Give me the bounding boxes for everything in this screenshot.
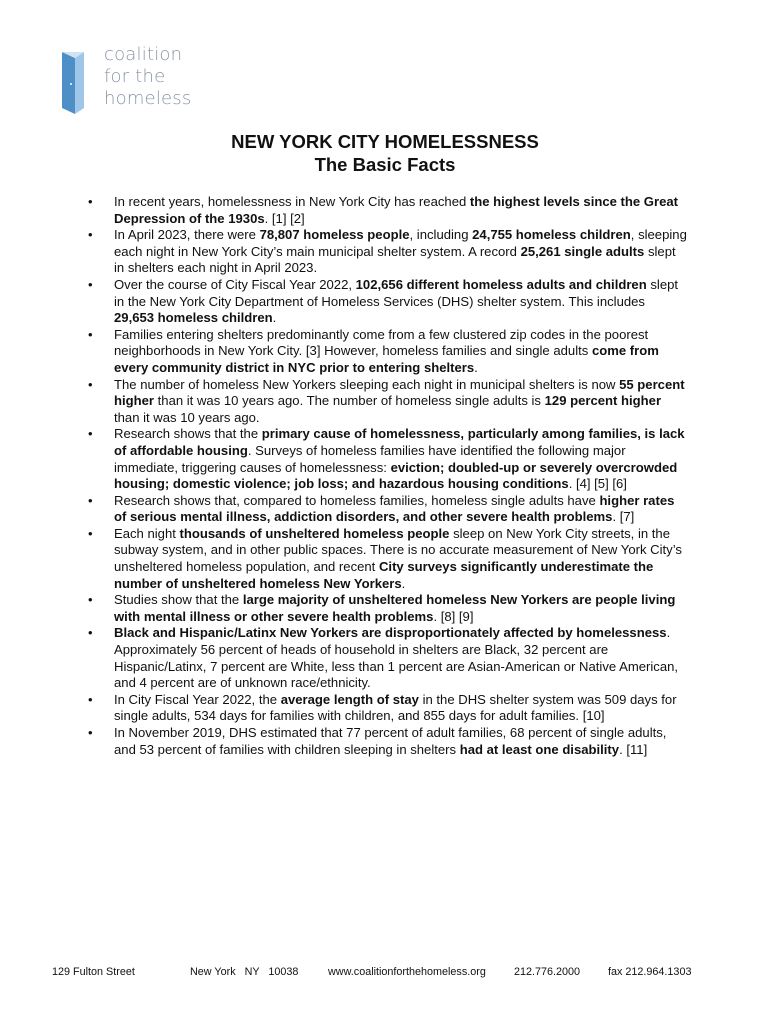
- fact-item: [82, 426, 687, 492]
- fact-text: Over the course of City Fiscal Year 2022,: [114, 276, 356, 292]
- footer-street: 129 Fulton Street: [52, 966, 135, 978]
- fact-emphasis: City surveys significantly underestimate the number of unsheltered homeless New Yorkers: [114, 559, 654, 591]
- fact-text: Studies show that the: [114, 592, 243, 608]
- fact-emphasis: 24,755 homeless children: [472, 227, 631, 243]
- fact-text: .: [401, 575, 406, 591]
- fact-text: In City Fiscal Year 2022, the: [114, 691, 281, 707]
- fact-emphasis: 29,653 homeless children: [114, 310, 273, 326]
- fact-emphasis: had at least one disability: [459, 741, 620, 757]
- fact-emphasis: 55 percent higher: [114, 376, 685, 409]
- fact-text: Each night: [114, 525, 180, 541]
- title-line-1: NEW YORK CITY HOMELESSNESS: [231, 131, 539, 152]
- fact-item: [82, 377, 687, 427]
- fact-emphasis: thousands of unsheltered homeless people: [179, 525, 450, 541]
- fact-text: In April 2023, there were: [114, 227, 260, 243]
- fact-text: Research shows that, compared to homeless families, homeless single adults have: [114, 492, 600, 508]
- fact-emphasis: primary cause of homelessness, particularly among families, is lack of affordable housing: [114, 426, 685, 458]
- fact-text: than it was 10 years ago. The number of homeless single adults is: [154, 393, 545, 409]
- fact-item: [82, 493, 687, 526]
- fact-item: [82, 227, 687, 277]
- fact-emphasis: 78,807 homeless people: [259, 227, 410, 243]
- fact-emphasis: Black and Hispanic/Latinx New Yorkers are disproportionately affected by homelessness: [114, 625, 667, 641]
- footer-city: New York NY 10038: [190, 966, 299, 978]
- fact-text: . [11]: [619, 741, 648, 757]
- fact-text: slept in shelters each night in April 2023.: [114, 243, 676, 276]
- fact-item: [82, 692, 687, 725]
- fact-item: [82, 526, 687, 592]
- fact-item: [82, 327, 687, 377]
- logo-line: coalition: [104, 44, 183, 65]
- fact-item: [82, 277, 687, 327]
- fact-emphasis: come from every community district in NYC prior to entering shelters: [114, 343, 659, 375]
- fact-text: . [4] [5] [6]: [568, 476, 627, 492]
- fact-text: .: [272, 310, 277, 326]
- logo-wordmark: [104, 44, 191, 110]
- footer-phone: 212.776.2000: [514, 966, 581, 978]
- facts-list: [82, 194, 687, 758]
- fact-emphasis: 129 percent higher: [544, 393, 662, 409]
- fact-text: sleep on New York City streets, in the subway system, and in other public spaces. There is no accurate measurement of New York City’s unsheltered homeless population, and recent: [114, 525, 682, 575]
- fact-emphasis: large majority of unsheltered homeless New Yorkers are people living with mental illness or other severe health problems: [114, 592, 676, 624]
- fact-text: slept in the New York City Department of Homeless Services (DHS) shelter system. This includes: [114, 276, 679, 309]
- fact-text: . [8] [9]: [433, 608, 474, 624]
- fact-emphasis: the highest levels since the Great Depression of the 1930s: [114, 194, 679, 226]
- page-title: [0, 130, 770, 176]
- fact-text: In recent years, homelessness in New York City has reached: [114, 194, 470, 209]
- fact-text: . [1] [2]: [264, 210, 305, 226]
- footer-fax: fax 212.964.1303: [608, 966, 692, 978]
- fact-text: Research shows that the: [114, 426, 262, 442]
- fact-text: .: [474, 359, 478, 375]
- fact-text: . [7]: [612, 509, 635, 525]
- fact-item: [82, 592, 687, 625]
- fact-text: , including: [409, 227, 473, 243]
- fact-emphasis: 25,261 single adults: [520, 243, 645, 259]
- fact-text: . Surveys of homeless families have identified the following major immediate, triggering causes of homelessness:: [114, 442, 626, 475]
- fact-emphasis: 102,656 different homeless adults and children: [355, 276, 647, 292]
- fact-text: than it was 10 years ago.: [114, 409, 260, 425]
- logo-line: homeless: [104, 88, 192, 109]
- fact-emphasis: higher rates of serious mental illness, addiction disorders, and other severe health problems: [114, 492, 675, 525]
- title-line-2: The Basic Facts: [314, 154, 456, 175]
- fact-text: in the DHS shelter system was 509 days for single adults, 534 days for families with children, and 855 days for adult families. [10]: [114, 691, 677, 724]
- fact-emphasis: average length of stay: [280, 691, 419, 707]
- fact-text: The number of homeless New Yorkers sleeping each night in municipal shelters is now: [114, 376, 620, 392]
- fact-text: Families entering shelters predominantly come from a few clustered zip codes in the poorest neighborhoods in New York City. [3] However, homeless families and single adults: [114, 326, 649, 359]
- fact-item: [82, 194, 687, 227]
- footer-website[interactable]: www.coalitionforthehomeless.org: [328, 966, 486, 978]
- fact-item: [82, 725, 687, 758]
- fact-text: In November 2019, DHS estimated that 77 percent of adult families, 68 percent of single adults, and 53 percent of families with children sleeping in shelters: [114, 725, 667, 757]
- fact-text: . Approximately 56 percent of heads of household in shelters are Black, 32 percent are Hispanic/Latinx, 7 percent are White, less than 1 percent are Asian-American or Native American, and 4 percent are of unknown race/ethnicity.: [114, 625, 679, 691]
- door-icon: [62, 50, 84, 114]
- fact-item: [82, 625, 687, 691]
- logo-line: for the: [104, 66, 166, 87]
- fact-emphasis: eviction; doubled-up or severely overcrowded housing; domestic violence; job loss; and hazardous housing conditions: [114, 459, 678, 492]
- fact-text: , sleeping each night in New York City’s main municipal shelter system. A record: [114, 227, 687, 259]
